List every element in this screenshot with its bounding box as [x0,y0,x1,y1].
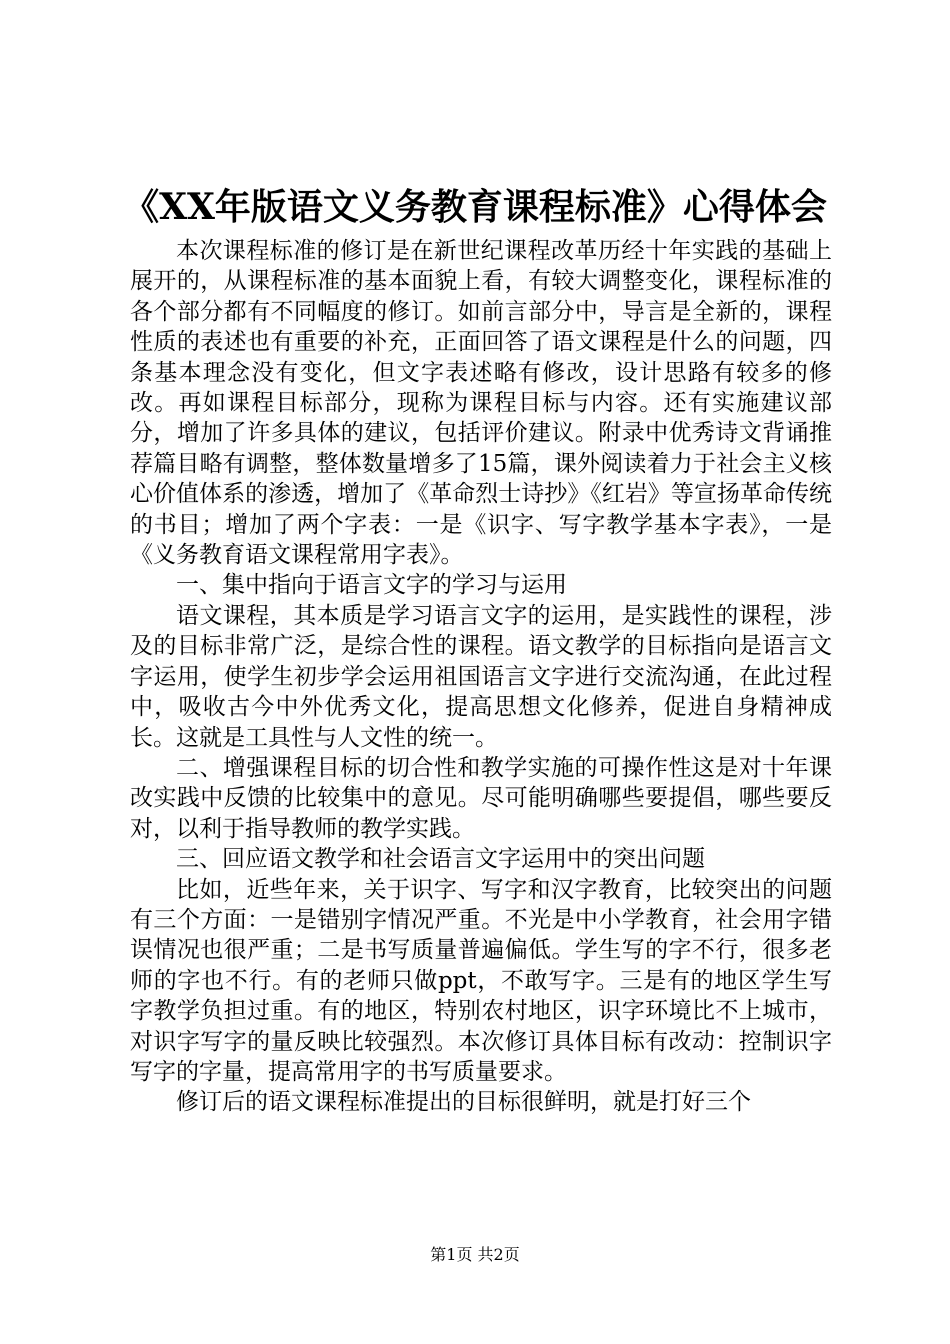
paragraph-intro: 本次课程标准的修订是在新世纪课程改革历经十年实践的基础上展开的，从课程标准的基本面貌上看，有较大调整变化，课程标准的各个部分都有不同幅度的修订。如前言部分中，导言是全新的，课程性质的表述也有重要的补充，正面回答了语文课程是什么的问题，四条基本理念没有变化，但文字表述略有修改，设计思路有较多的修改。再如课程目标部分，现称为课程目标与内容。还有实施建议部分，增加了许多具体的建议，包括评价建议。附录中优秀诗文背诵推荐篇目略有调整，整体数量增多了15篇，课外阅读着力于社会主义核心价值体系的渗透，增加了《革命烈士诗抄》《红岩》等宣扬革命传统的书目；增加了两个字表：一是《识字、写字教学基本字表》，一是《义务教育语文课程常用字表》。 [130,238,832,569]
paragraph-section-3: 比如，近些年来，关于识字、写字和汉字教育，比较突出的问题有三个方面：一是错别字情况严重。不光是中小学教育，社会用字错误情况也很严重；二是书写质量普遍偏低。学生写的字不行，很多老师的字也不行。有的老师只做ppt，不敢写字。三是有的地区学生写字教学负担过重。有的地区，特别农村地区，识字环境比不上城市，对识字写字的量反映比较强烈。本次修订具体目标有改动：控制识字写字的字量，提高常用字的书写质量要求。 [130,876,832,1085]
paragraph-section-1: 语文课程，其本质是学习语言文字的运用，是实践性的课程，涉及的目标非常广泛，是综合性的课程。语文教学的目标指向是语言文字运用，使学生初步学会运用祖国语言文字进行交流沟通，在此过程中，吸收古今中外优秀文化，提高思想文化修养，促进自身精神成长。这就是工具性与人文性的统一。 [130,602,832,751]
section-heading-3: 三、回应语文教学和社会语言文字运用中的突出问题 [176,846,705,873]
document-body [130,236,832,1118]
paragraph-section-2: 二、增强课程目标的切合性和教学实施的可操作性这是对十年课改实践中反馈的比较集中的意见。尽可能明确哪些要提倡，哪些要反对，以利于指导教师的教学实践。 [130,754,832,842]
paragraph-continued: 修订后的语文课程标准提出的目标很鲜明，就是打好三个 [176,1089,751,1116]
section-heading-1: 一、集中指向于语言文字的学习与运用 [176,572,567,599]
page-number-footer: 第1页 共2页 [430,1245,520,1264]
document-title: 《XX年版语文义务教育课程标准》心得体会 [123,186,827,228]
